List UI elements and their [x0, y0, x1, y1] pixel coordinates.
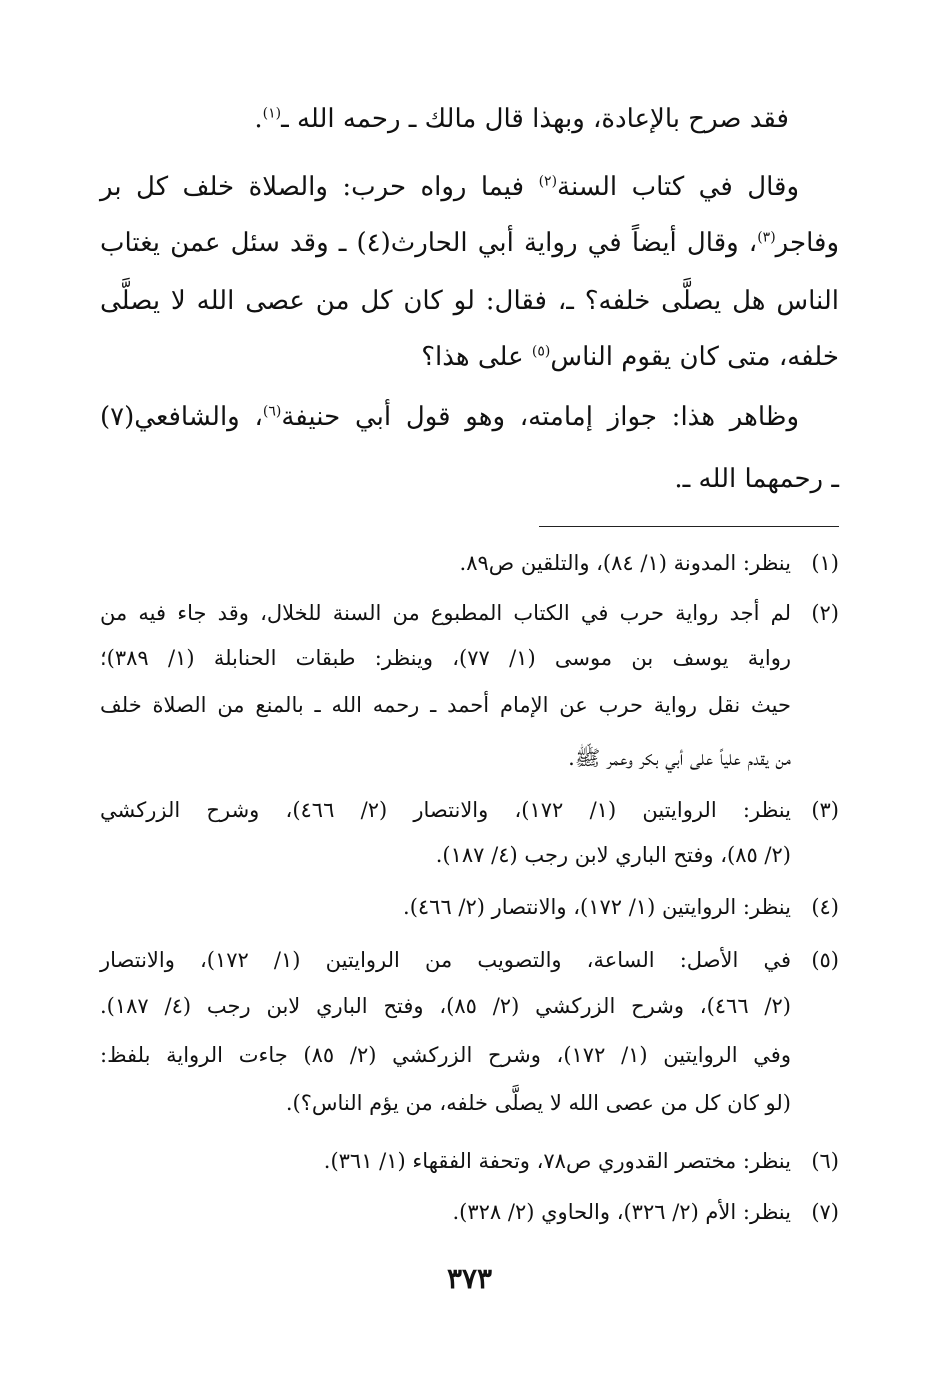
footnote-ref[interactable]: (٢) [538, 173, 558, 190]
footnote-text: حيث نقل رواية حرب عن الإمام أحمد ـ رحمه الله ـ بالمنع من الصلاة خلف [100, 693, 791, 717]
footnote-number: (٥) [811, 948, 839, 972]
footnote-number: (٣) [811, 798, 839, 822]
footnote-text: ينظر: الروايتين (١/ ١٧٢)، والانتصار (٢/ ٤٦٦)، وشرح الزركشي [100, 798, 791, 822]
footnote-number: (٦) [811, 1149, 839, 1173]
footnote-separator [539, 526, 839, 527]
body-text: وفاجر [775, 228, 839, 258]
footnote-text: (٢/ ٨٥)، وفتح الباري لابن رجب (٤/ ١٨٧). [435, 843, 791, 867]
footnote-number: (١) [811, 551, 839, 575]
body-text: ، والشافعي(٧) [100, 402, 263, 432]
body-text: وظاهر هذا: جواز إمامته، وهو قول أبي حنيفة [281, 402, 799, 432]
body-line-7 [100, 462, 839, 496]
body-line-1 [100, 102, 789, 136]
footnote-text: ينظر: الأم (٢/ ٣٢٦)، والحاوي (٢/ ٣٢٨). [452, 1200, 791, 1224]
footnote-ref[interactable]: (٦) [262, 403, 282, 420]
body-text: الناس هل يصلَّى خلفه؟ ـ، فقال: لو كان كل من عصى الله لا يصلَّى [100, 286, 839, 316]
footnote-text: (لو كان كل من عصى الله لا يصلَّى خلفه، من يؤم الناس؟). [285, 1091, 791, 1115]
footnote-text: ينظر: المدونة (١/ ٨٤)، والتلقين ص٨٩. [459, 551, 791, 575]
body-text: ـ رحمهما الله ـ. [674, 464, 839, 494]
body-text: . [254, 104, 263, 134]
body-line-2 [100, 170, 799, 204]
body-line-6 [100, 400, 799, 434]
footnote-number: (٤) [811, 895, 839, 919]
footnote-text: من يقدم علياً على أبي بكر وعمر ﷺ. [568, 746, 791, 770]
body-line-3 [100, 226, 839, 260]
footnote-text: ينظر: الروايتين (١/ ١٧٢)، والانتصار (٢/ ٤٦٦). [403, 895, 791, 919]
footnote-ref[interactable]: (٥) [531, 343, 551, 360]
footnote-number: (٢) [811, 601, 839, 625]
body-text: فقد صرح بالإعادة، وبهذا قال مالك ـ رحمه الله ـ [281, 104, 789, 134]
footnote-text: (٢/ ٤٦٦)، وشرح الزركشي (٢/ ٨٥)، وفتح الباري لابن رجب (٤/ ١٨٧). [100, 994, 791, 1018]
body-text: فيما رواه حرب: والصلاة خلف كل بر [100, 172, 539, 202]
footnote-text: وفي الروايتين (١/ ١٧٢)، وشرح الزركشي (٢/ ٨٥) جاءت الرواية بلفظ: [100, 1043, 791, 1067]
footnote-number: (٧) [811, 1200, 839, 1224]
footnote-text: لم أجد رواية حرب في الكتاب المطبوع من السنة للخلال، وقد جاء فيه من [100, 601, 791, 625]
body-text: خلفه، متى كان يقوم الناس [550, 342, 839, 372]
body-line-4 [100, 284, 839, 318]
body-text: ، وقال أيضاً في رواية أبي الحارث(٤) ـ وقد سئل عمن يغتاب [100, 228, 758, 258]
footnote-text: في الأصل: الساعة، والتصويب من الروايتين (١/ ١٧٢)، والانتصار [100, 948, 791, 972]
footnote-text: رواية يوسف بن موسى (١/ ٧٧)، وينظر: طبقات الحنابلة (١/ ٣٨٩)؛ [100, 646, 792, 670]
body-text: على هذا؟ [421, 342, 532, 372]
body-text: وقال في كتاب السنة [557, 172, 799, 202]
footnote-text: ينظر: مختصر القدوري ص٧٨، وتحفة الفقهاء (١/ ٣٦١). [323, 1149, 791, 1173]
footnote-ref[interactable]: (١) [262, 105, 282, 122]
page-number: ٣٧٣ [446, 1262, 493, 1295]
footnote-ref[interactable]: (٣) [757, 229, 776, 246]
body-line-5 [100, 340, 839, 374]
